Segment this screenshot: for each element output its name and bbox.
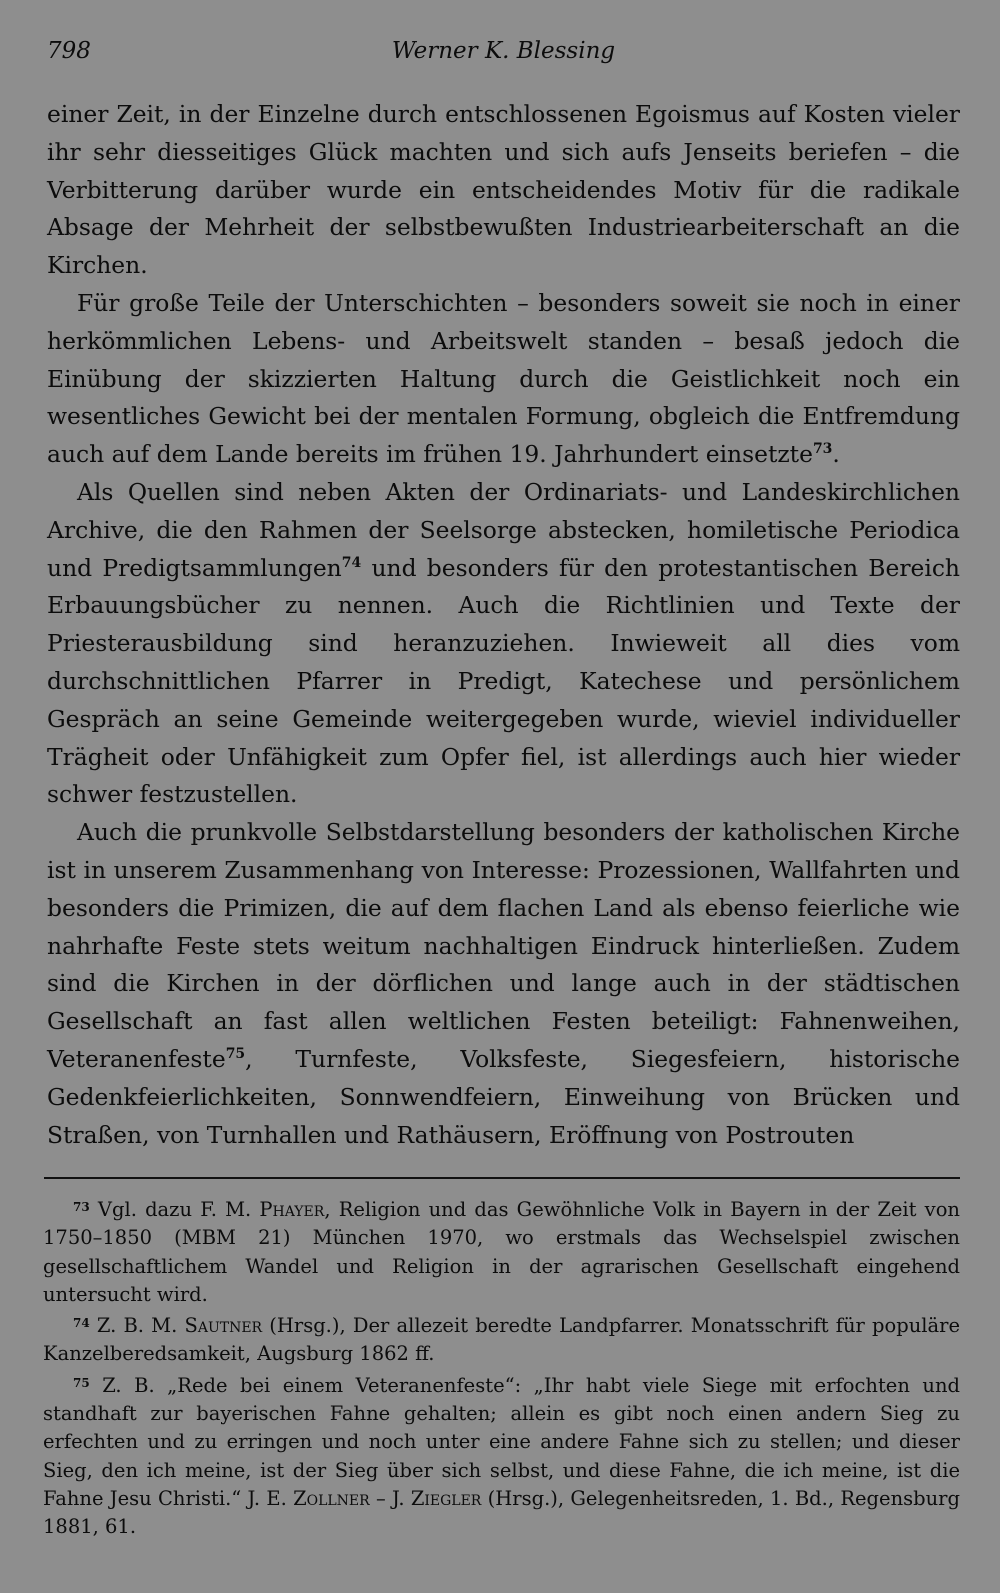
footnote-ref-73[interactable]: 73 bbox=[812, 441, 833, 458]
page-header bbox=[47, 30, 960, 70]
paragraph: Als Quellen sind neben Akten der Ordinariats- und Landeskirchlichen Archive, die den Rahmen der Seelsorge abstecken, homiletische Periodica und Predigtsammlungen$^{74}$ und besonders für den protestantischen Bereich Erbauungsbücher zu nennen. Auch die Richtlinien und Texte der Priesterausbildung sind heranzuziehen. Inwieweit all dies vom durchschnittlichen Pfarrer in Predigt, Katechese und persönlichem Gespräch an seine Gemeinde weitergegeben wurde, wieviel individueller Trägheit oder Unfähigkeit zum Opfer fiel, ist allerdings auch hier wieder schwer festzustellen. bbox=[47, 477, 960, 809]
paragraph: Für große Teile der Unterschichten – besonders soweit sie noch in einer herkömmlichen Lebens- und Arbeitswelt standen – besaß jedoch die Einübung der skizzierten Haltung durch die Geistlichkeit noch ein wesentliches Gewicht bei der mentalen Formung, obgleich die Entfremdung auch auf dem Lande bereits im frühen 19. Jahrhundert einsetzte$^{73}$. bbox=[47, 288, 960, 469]
author-name: Sautner bbox=[184, 1314, 263, 1338]
footnote-divider bbox=[44, 1177, 960, 1179]
footnote-number: 74 bbox=[73, 1316, 90, 1331]
footnote-ref-75[interactable]: 75 bbox=[225, 1045, 246, 1062]
author-name: Phayer bbox=[259, 1198, 325, 1221]
footnote-ref-74[interactable]: 74 bbox=[341, 554, 362, 571]
footnote-75: $^{75}$ Z. B. „Rede bei einem Veteranenfeste“: „Ihr habt viele Siege mit erfochten und standhaft zur bayerischen Fahne gehalten; allein es gibt noch einen andern Sieg zu erfechten und zu erringen und noch unter eine andere Fahne sich zu stellen; und dieser Sieg, den ich meine, ist der Sieg über sich selbst, und diese Fahne, die ich meine, ist die Fahne Jesu Christi.“ J. E. Zollner – J. Ziegler (Hrsg.), Gelegenheitsreden, 1. Bd., Regensburg 1881, 61. bbox=[43, 1373, 960, 1539]
footnote-number: 73 bbox=[73, 1200, 90, 1214]
running-head: Werner K. Blessing bbox=[391, 38, 616, 64]
paragraph: Auch die prunkvolle Selbstdarstellung besonders der katholischen Kirche ist in unserem Zusammenhang von Interesse: Prozessionen, Wallfahrten und besonders die Primizen, die auf dem flachen Land als ebenso feierliche wie nahrhafte Feste stets weitum nachhaltigen Eindruck hinterließen. Zudem sind die Kirchen in der dörflichen und lange auch in der städtischen Gesellschaft an fast allen weltlichen Festen beteiligt: Fahnenweihen, Veteranenfeste$^{75}$, Turnfeste, Volksfeste, Siegesfeiern, historische Gedenkfeierlichkeiten, Sonnwendfeiern, Einweihung von Brücken und Straßen, von Turnhallen und Rathäusern, Eröffnung von Postrouten bbox=[47, 818, 960, 1149]
author-name: Ziegler bbox=[410, 1486, 482, 1510]
page-number: 798 bbox=[47, 38, 91, 64]
author-name: Zollner bbox=[293, 1486, 370, 1510]
footnote-73: $^{73}$ Vgl. dazu F. M. Phayer, Religion und das Gewöhnliche Volk in Bayern in der Zeit von 1750–1850 (MBM 21) München 1970, wo erstmals das Wechselspiel zwischen gesellschaftlichem Wandel und Religion in der agrarischen Gesellschaft eingehend untersucht wird. bbox=[43, 1198, 960, 1306]
footnote-number: 75 bbox=[73, 1375, 90, 1390]
footnotes bbox=[43, 1196, 960, 1545]
paragraph: einer Zeit, in der Einzelne durch entschlossenen Egoismus auf Kosten vieler ihr sehr diesseitiges Glück machten und sich aufs Jenseits beriefen – die Verbitterung darüber wurde ein entscheidendes Motiv für die radikale Absage der Mehrheit der selbstbewußten Industriearbeiterschaft an die Kirchen. bbox=[47, 100, 960, 280]
footnote-74: $^{74}$ Z. B. M. Sautner (Hrsg.), Der allezeit beredte Landpfarrer. Monatsschrift für populäre Kanzelberedsamkeit, Augsburg 1862 ff. bbox=[43, 1314, 961, 1366]
main-text bbox=[47, 96, 960, 1154]
